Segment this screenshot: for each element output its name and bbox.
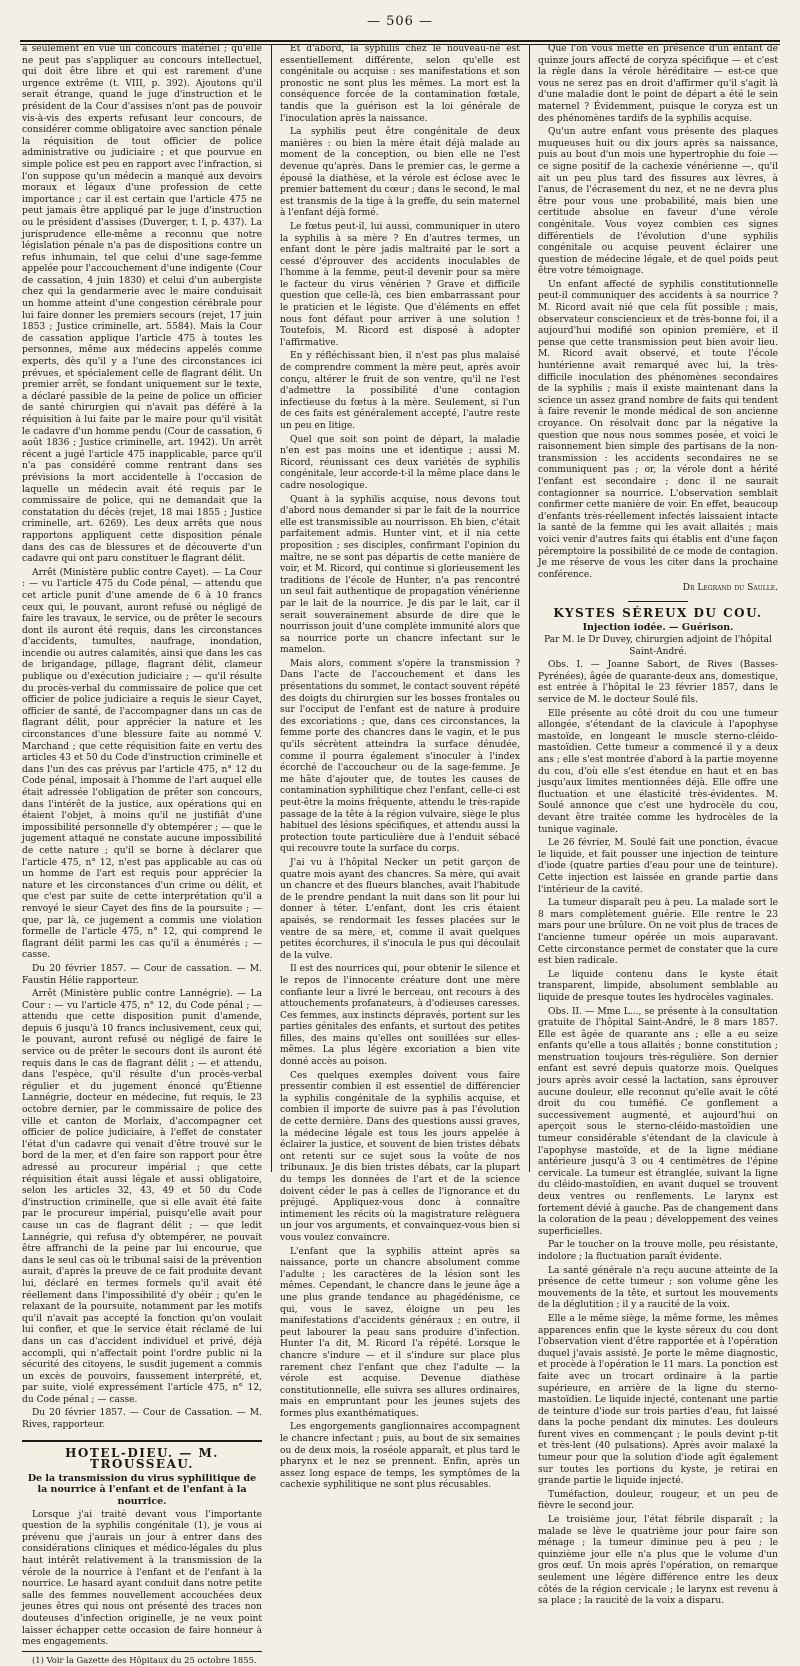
section-rule [22, 1440, 262, 1442]
paragraph: Lorsque j'ai traité devant vous l'importante question de la syphilis congénitale (1), je vous ai prévenu que j'aurais un jour à entrer dans des considérations cliniques et médico-légales du plus haut intérêt relativement à la transmission de la vérole de la nourrice à l'enfant et de l'enfant à la nourrice. Le hasard ayant conduit dans notre petite salle des femmes nouvellement accouchées deux jeunes êtres qui nous ont présenté des traces non douteuses d'infection originelle, je ne veux point laisser échapper cette occasion de faire honneur à mes engagements. [22, 1509, 262, 1648]
paragraph: Les engorgements ganglionnaires accompagnent le chancre infectant ; puis, au bout de six semaines ou de deux mois, la roséole apparaît, et plus tard le pharynx et le nez se prennent. Enfin, après un assez long espace de temps, les symptômes de la cachexie syphilitique ne sont plus récusables. [280, 1422, 520, 1491]
paragraph: Mais alors, comment s'opère la transmission ? Dans l'acte de l'accouchement et dans les présentations du sommet, le contact souvent répété des doigts du chirurgien sur les bosses frontales ou sur l'occiput de l'enfant est de nature à produire des excoriations ; que, dans ces circonstances, la femme porte des chancres dans le vagin, et le pus qu'ils sécrètent atteindra la surface dénudée, comme il pourra également s'inoculer à l'index écorché de l'accoucheur ou de la sage-femme. Je me hâte d'ajouter que, de toutes les causes de contamination syphilitique chez l'enfant, celle-ci est peut-être la moins fréquente, attendu le très-rapide passage de la tête à la région vulvaire, siège le plus habituel des lésions spécifiques, et attendu aussi la protection toute particulière due à l'enduit sébacé qui recouvre toute la surface du corps. [280, 658, 520, 855]
paragraph: Arrêt (Ministère public contre Cayet). — La Cour : — vu l'article 475 du Code pénal, — attendu que cet article punit d'une amende de 6 à 10 francs ceux qui, le pouvant, auront refusé ou négligé de faire les travaux, le service, ou de prêter le secours dont ils auront été requis, dans les circonstances d'accidents, tumultes, naufrage, inondation, incendie ou autres calamités, ainsi que dans les cas de brigandage, pillage, flagrant délit, clameur publique ou d'exécution judiciaire ; — qu'il résulte du procès-verbal du commissaire de police que cet officier de police judiciaire a requis le sieur Cayet, officier de santé, de l'accompagner dans un cas de flagrant délit, pour apprécier la nature et les circonstances d'une blessure faite au nommé V. Marchand ; que cette réquisition faite en vertu des articles 43 et 50 du Code d'instruction criminelle et dans l'un des cas prévus par l'article 475, n° 12 du Code pénal, imposait à l'homme de l'art auquel elle était adressée l'obligation de prêter son concours, dans l'intérêt de la justice, aux opérations qui en étaient l'objet, à moins qu'il ne justifiât d'une impossibilité personnelle d'y obtempérer ; — que le jugement attaqué ne constate aucune impossibilité de cette nature ; qu'il se borne à déclarer que l'article 475, n° 12, n'est pas applicable au cas où un homme de l'art est requis pour apprécier la nature et les circonstances d'un crime ou délit, et que c'est par suite de cette interprétation qu'il a renvoyé le sieur Cayet des fins de la poursuite ; — que, par là, ce jugement a commis une violation formelle de l'article 475, n° 12, qui comprend le flagrant délit parmi les cas qu'il a énumérés ; — casse. [22, 567, 262, 961]
paragraph: Quel que soit son point de départ, la maladie n'en est pas moins une et identique ; aussi M. Ricord, réunissant ces deux variétés de syphilis congénitale, leur accorde-t-il la même place dans le cadre nosologique. [280, 434, 520, 491]
paragraph: Et d'abord, la syphilis chez le nouveau-né est essentiellement différente, selon qu'elle est congénitale ou acquise : ses manifestations et son pronostic ne sont plus les mêmes. La mort est la conséquence forcée de la contamination fœtale, tandis que la guérison est la loi générale de l'inoculation après la naissance. [280, 44, 520, 124]
paragraph: Un enfant affecté de syphilis constitutionnelle peut-il communiquer des accidents à sa nourrice ? M. Ricord avait nié que cela fût possible ; mais, observateur consciencieux et de très-bonne foi, il a aujourd'hui modifié son opinion première, et il pense que cette transmission peut bien avoir lieu. M. Ricord avait observé, et toute l'école huntérienne avait remarqué avec lui, la très-difficile inoculation des phénomènes secondaires de la syphilis ; mais il existe maintenant dans la science un assez grand nombre de faits qui tendent à faire revenir le monde médical de son ancienne croyance. On résolvait donc par la négative la question que nous nous sommes posée, et voici le raisonnement bien simple des partisans de la non-transmission : les accidents secondaires ne se communiquent pas ; or, la vérole dont a hérité l'enfant est secondaire ; donc il ne saurait contagionner sa nourrice. L'observation semblait confirmer cette manière de voir. En effet, beaucoup d'enfants très-réellement infectés laissaient intacte la santé de la femme qui les avait allaités ; mais voici venir d'autres faits qui établis ent d'une façon péremptoire la possibilité de ce mode de contagion. Je me réserve de vous les citer dans la prochaine conférence. [538, 279, 778, 580]
paragraph: J'ai vu à l'hôpital Necker un petit garçon de quatre mois ayant des chancres. Sa mère, qui avait un chancre et des flueurs blanches, avait l'habitude de le prendre pendant la nuit dans son lit pour lui donner à téter. L'enfant, dont les cris étaient apaisés, se rendormait les fesses placées sur le ventre de sa mère, et, comme il avait quelques petites écorchures, il s'inocula le pus qui découlait de la vulve. [280, 857, 520, 961]
section-subtitle: Injection iodée. — Guérison. [582, 621, 734, 633]
paragraph: L'enfant que la syphilis atteint après sa naissance, porte un chancre absolument comme l'adulte ; les caractères de la lésion sont les mêmes. Cependant, le chancre dans le jeune âge a une plus grande tendance au phagédénisme, ce qui, vous le savez, éloigne un peu les manifestations d'accidents généraux ; en outre, il peut labourer la peau sans produire d'infection. Hunter l'a dit, M. Ricord l'a répété. Lorsque le chancre s'indure — et il s'indure sur place plus rarement chez l'enfant que chez l'adulte — la vérole est acquise. Devenue diathèse constitutionnelle, elle suivra ses allures ordinaires, mais en empruntant pour les jeunes sujets des formes plus exanthématiques. [280, 1246, 520, 1419]
paragraph: Que l'on vous mette en présence d'un enfant de quinze jours affecté de coryza spécifique — et c'est la règle dans la vérole héréditaire — est-ce que vous ne serez pas en droit d'affirmer qu'il s'agit là d'une maladie dont le point de départ a été le sein maternel ? Évidemment, puisque le coryza est un des phénomènes tardifs de la syphilis acquise. [538, 44, 778, 124]
paragraph: Le liquide contenu dans le kyste était transparent, limpide, absolument semblable au liquide de presque toutes les hydrocèles vaginales. [538, 969, 778, 1003]
paragraph: Le fœtus peut-il, lui aussi, communiquer in utero la syphilis à sa mère ? En d'autres termes, un enfant dont le père jadis maltraité par le sort a cessé d'éprouver des accidents inoculables de l'homme à la femme, peut-il devenir pour sa mère le facteur du virus vénérien ? Grave et difficile question que celle-là, ces bien embarrassant pour le praticien et le légiste. Que d'éléments en effet nous font défaut pour arriver à une solution ! Toutefois, M. Ricord est disposé à adopter l'affirmative. [280, 221, 520, 348]
paragraph: Qu'un autre enfant vous présente des plaques muqueuses huit ou dix jours après sa naissance, puis au bout d'un mois une hypertrophie du foie — ce signe positif de la cachexie vénérienne —, qu'il ait un peu plus tard des fissures aux lèvres, à l'anus, de l'écrasement du nez, et ne ne devra plus être pour vous une probabilité, mais bien une certitude absolue en faveur d'une vérole congénitale. Vous voyez combien ces signes différentiels de l'évolution d'une syphilis congénitale ou acquise peuvent éclairer une question de médecine légale, et de quel poids peut être votre témoignage. [538, 127, 778, 277]
page-header [20, 10, 780, 36]
paragraph: Du 20 février 1857. — Cour de cassation. — M. Faustin Hélie rapporteur. [22, 963, 262, 986]
paragraph: La santé générale n'a reçu aucune atteinte de la présence de cette tumeur ; son volume gêne les mouvements de la tête, et surtout les mouvements de la déglutition ; il y a raucité de la voix. [538, 1265, 778, 1311]
paragraph: La syphilis peut être congénitale de deux manières : ou bien la mère était déjà malade au moment de la conception, ou bien elle ne l'est devenue qu'après. Dans le premier cas, le germe a épousé la diathèse, et la vérole est éclose avec le premier battement du cœur ; dans le second, le mal est transmis de la tige à la greffe, du sein maternel à l'enfant déjà formé. [280, 127, 520, 219]
paragraph: Quant à la syphilis acquise, nous devons tout d'abord nous demander si par le fait de la nourrice elle est transmissible au nourrisson. Eh bien, c'était parfaitement admis. Hunter vint, et il nia cette proposition ; ses disciples, confirmant l'opinion du maître, ne se sont pas départis de cette manière de voir, et M. Ricord, qui continue si glorieusement les traditions de l'école de Hunter, n'a pas rencontré un seul fait authentique de propagation vénérienne par le lait de la nourrice. Je dis par le lait, car il serait souverainement absurde de dire que le nourrisson jouit d'une complète immunité alors que sa nourrice porte un chancre infectant sur le mamelon. [280, 494, 520, 656]
column-divider-2 [529, 44, 530, 1172]
paragraph: La tumeur disparaît peu à peu. La malade sort le 8 mars complètement guérie. Elle rentre le 23 mars pour une brûlure. On ne voit plus de traces de l'ancienne tumeur opérée un mois auparavant. Cette circonstance permet de constater que la cure est bien radicale. [538, 898, 778, 967]
paragraph: Le 26 février, M. Soulé fait une ponction, évacue le liquide, et fait pousser une injection de teinture d'iode (quatre parties d'eau pour une de teinture). Cette injection est laissée en grande partie dans l'intérieur de la cavité. [538, 838, 778, 895]
section-author: Par M. le Dr Duvey, chirurgien adjoint de l'hôpital Saint-André. [544, 635, 772, 657]
paragraph: Obs. I. — Joanne Sabort, de Rives (Basses-Pyrénées), âgée de quarante-deux ans, domestique, est entrée à l'hôpital le 23 février 1857, dans le service de M. le docteur Soulé fils. [538, 660, 778, 706]
section-title: HOTEL-DIEU. — M. TROUSSEAU. [65, 1445, 219, 1472]
header-rule [20, 40, 780, 42]
author-signature: Dr Legrand du Saulle. [682, 583, 778, 594]
section-subtitle: De la transmission du virus syphilitique de la nourrice à l'enfant et de l'enfant à la nourrice. [27, 1472, 257, 1508]
paragraph: En y réfléchissant bien, il n'est pas plus malaisé de comprendre comment la mère peut, après avoir conçu, altérer le fruit de son ventre, qu'il ne l'est d'admettre la possibilité d'une contagion infectieuse du fœtus à la mère. Seulement, si l'un de ces faits est généralement accepté, l'autre reste un peu en litige. [280, 351, 520, 431]
paragraph: Tuméfaction, douleur, rougeur, et un peu de fièvre le second jour. [538, 1489, 778, 1512]
paragraph: Le troisième jour, l'état fébrile disparaît ; la malade se lève le quatrième jour pour faire son ménage ; la tumeur diminue peu à peu ; le quinzième jour elle n'a plus que le volume d'un gros œuf. Un mois après l'opération, on remarque seulement une légère différence entre les deux côtés de la région cervicale ; le larynx est revenu à sa place ; la raucité de la voix a disparu. [538, 1515, 778, 1607]
paragraph: Arrêt (Ministère public contre Lannégrie). — La Cour : — vu l'article 475, n° 12, du Code pénal ; — attendu que cette disposition punit d'amende, depuis 6 jusqu'à 10 francs inclusivement, ceux qui, le pouvant, auront refusé ou négligé de faire le service ou de prêter le secours dont ils auront été requis dans le cas de flagrant délit ; — et attendu, dans l'espèce, qu'il résulte d'un procès-verbal régulier et du jugement énoncé qu'Étienne Lannégrie, docteur en médecine, fut requis, le 23 octobre dernier, par le commissaire de police des ville et canton de Morlaix, d'accompagner cet officier de police judiciaire, à l'effet de constater l'état d'un cadavre qui venait d'être trouvé sur le bord de la mer, et d'en faire son rapport pour être adressé au procureur impérial ; que cette réquisition était aussi légale et aussi obligatoire, selon les articles 32, 43, 49 et 50 du Code d'instruction criminelle, que si elle avait été faite par le procureur impérial, puisqu'elle avait pour cause un cas de flagrant délit ; — que ledit Lannégrie, qui refusa d'y obtempérer, ne pouvait être affranchi de la peine par lui encourue, que dans le seul cas où le tribunal saisi de la prévention aurait, d'après la preuve de ce fait produite devant lui, déclaré en termes formels qu'il avait été réellement dans l'impossibilité d'y obéir ; qu'en le relaxant de la poursuite, notamment par les motifs qu'il n'avait pas accepté la fonction qu'on voulait lui confier, et que le service était réclamé de lui dans un cas d'accident individuel et privé, déjà accompli, qui n'affectait point l'ordre public ni la sécurité des citoyens, le susdit jugement a commis un excès de pouvoirs, faussement interprété, et, par suite, violé expressément l'article 475, n° 12, du Code pénal ; — casse. [22, 989, 262, 1405]
section-rule [628, 601, 688, 602]
column-1 [22, 44, 262, 1665]
footnote: (1) Voir la Gazette des Hôpitaux du 25 octobre 1855. [22, 1651, 262, 1666]
paragraph: Elle a le même siège, la même forme, les mêmes apparences enfin que le kyste séreux du cou dont l'observation vient d'être rapportée et à l'opération duquel j'avais assisté. Je porte le même diagnostic, et procède à l'opération le 11 mars. La ponction est faite avec un trocart ordinaire à la partie supérieure, en arrière de la ligne du sterno-mastoïdien. Le liquide injecté, contenant une partie de teinture d'iode sur trois parties d'eau, fut laissé dans la poche pendant dix minutes. Les douleurs furent vives en commençant ; le pouls devint p-tit et très-lent (40 pulsations). Après avoir malaxé la tumeur pour que la solution d'iode agît également sur toutes les portions du kyste, je retirai en grande partie le liquide injecté. [538, 1313, 778, 1487]
paragraph: Par le toucher on la trouve molle, peu résistante, indolore ; la fluctuation paraît évidente. [538, 1240, 778, 1262]
paragraph: Elle présente au côté droit du cou une tumeur allongée, s'étendant de la clavicule à l'apophyse mastoïde, en longeant le muscle sterno-cléido-mastoïdien. Cette tumeur a commencé il y a deux ans ; elle s'est montrée d'abord à la partie moyenne du cou, d'où elle s'est étendue en haut et en bas jusqu'aux limites mentionnées déjà. Elle offre une fluctuation et une élasticité très-évidentes. M. Soulé annonce que c'est une hydrocèle du cou, devant être traitée comme les hydrocèles de la tunique vaginale. [538, 708, 778, 835]
page-number: — 506 — [366, 14, 434, 29]
column-2 [280, 44, 520, 1491]
section-title: KYSTES SÉREUX DU COU. [553, 605, 763, 620]
paragraph: Obs. II. — Mme L..., se présente à la consultation gratuite de l'hôpital Saint-André, le 8 mars 1857. Elle est âgée de quarante ans ; elle a eu seize enfants qu'elle a tous allaités ; bonne constitution ; menstruation toujours très-régulière. Son dernier enfant est sevré depuis quatorze mois. Quelques jours après avoir cessé la lactation, sans éprouver aucune douleur, elle reconnut qu'elle avait le côté droit du cou tuméfié. Ce gonflement a successivement augmenté, et aujourd'hui on aperçoit sous le sterno-cléido-mastoïdien une tumeur considérable s'étendant de la clavicule à l'apophyse mastoïde, et de la ligne médiane antérieure jusqu'à 3 ou 4 centimètres de l'épine cervicale. La tumeur est étranglée, suivant la ligne du cléido-mastoïdien, en avant duquel se trouvent deux ventres ou renflements. Le larynx est fortement dévié à gauche. Pas de changement dans la coloration de la peau ; développement des veines superficielles. [538, 1006, 778, 1237]
paragraph: Du 20 février 1857. — Cour de Cassation. — M. Rives, rapporteur. [22, 1408, 262, 1431]
column-divider-1 [271, 44, 272, 1172]
column-3 [538, 44, 778, 1607]
paragraph: Il est des nourrices qui, pour obtenir le silence et le repos de l'innocente créature dont une mère confiante leur a livré le berceau, ont recours à des attouchements profanateurs, à d'odieuses caresses. Ces femmes, aux instincts dépravés, portent sur les parties génitales des enfants, et surtout des petites filles, des mains qu'elles ont souillées sur elles-mêmes. La plus légère excoriation a bien vite donné accès au poison. [280, 964, 520, 1068]
paragraph: a seulement en vue un concours matériel ; qu'elle ne peut pas s'appliquer au concours intellectuel, qui doit être libre et qui est rarement d'une urgence extrême (t. VIII, p. 392). Ajoutons qu'il serait étrange, quand le juge d'instruction et le président de la Cour d'assises n'ont pas de pouvoir vis-à-vis des experts refusant leur concours, de considérer comme obligatoire avec sanction pénale la réquisition de tout officier de police administrative ou judiciaire ; et que pourvue en simple police est peu en rapport avec l'infraction, si l'on suppose qu'un médecin a manqué aux devoirs moraux et légaux d'une profession de cette importance ; car il est certain que l'article 475 ne peut jamais être appliqué par le juge d'instruction ou le président d'assises (Duverger, t. I, p. 437). La jurisprudence elle-même a reconnu que notre législation pénale n'a pas de dispositions contre un refus inhumain, tel que celui d'une sage-femme appelée pour l'accouchement d'une indigente (Cour de cassation, 4 juin 1830) et celui d'un aubergiste chez qui la gendarmerie avec le maire conduisait un homme atteint d'une congestion cérébrale pour lui faire donner les premiers secours (rejet, 17 juin 1853 ; Justice criminelle, art. 5584). Mais la Cour de cassation applique l'article 475 à toutes les personnes, même aux médecins appelés comme experts, dès qu'il y a l'une des circonstances ici prévues, et spécialement celle de flagrant délit. Un premier arrêt, se fondant uniquement sur le texte, a déclaré passible de la peine de police un officier de santé chirurgien qui n'avait pas déféré à la réquisition à lui faite par le maire pour qu'il visitât le cadavre d'un homme pendu (Cour de cassation, 6 août 1836 ; Justice criminelle, art. 1942). Un arrêt récent a jugé l'article 475 inapplicable, parce qu'il n'a pas considéré comme rentrant dans ses prévisions la mort accidentelle à l'occasion de laquelle un médecin avait été requis par le commissaire de police, qui ne demandait que la constatation du décès (rejet, 18 mai 1855 ; Justice criminelle, art. 6269). Les deux arrêts que nous rapportons appliquent cette disposition pénale dans des cas de blessures et de découverte d'un cadavre qui ont paru constituer le flagrant délit. [22, 44, 262, 565]
paragraph: Ces quelques exemples doivent vous faire pressentir combien il est essentiel de différencier la syphilis congénitale de la syphilis acquise, et combien il importe de suivre pas à pas l'évolution de cette dernière. Dans des questions aussi graves, la médecine légale est tous les jours appelée à éclairer la justice, et souvent de bien tristes débats ont retenti sur ce sujet sous la voûte de nos tribunaux. Je dis bien tristes débats, car la plupart du temps les données de l'art et de la science doivent céder le pas à celles de l'ignorance et du préjugé. Appliquez-vous donc à connaître intimement les récits où la magistrature relèguera un jour vos arguments, et convainquez-vous bien si vous voulez convaincre. [280, 1070, 520, 1243]
